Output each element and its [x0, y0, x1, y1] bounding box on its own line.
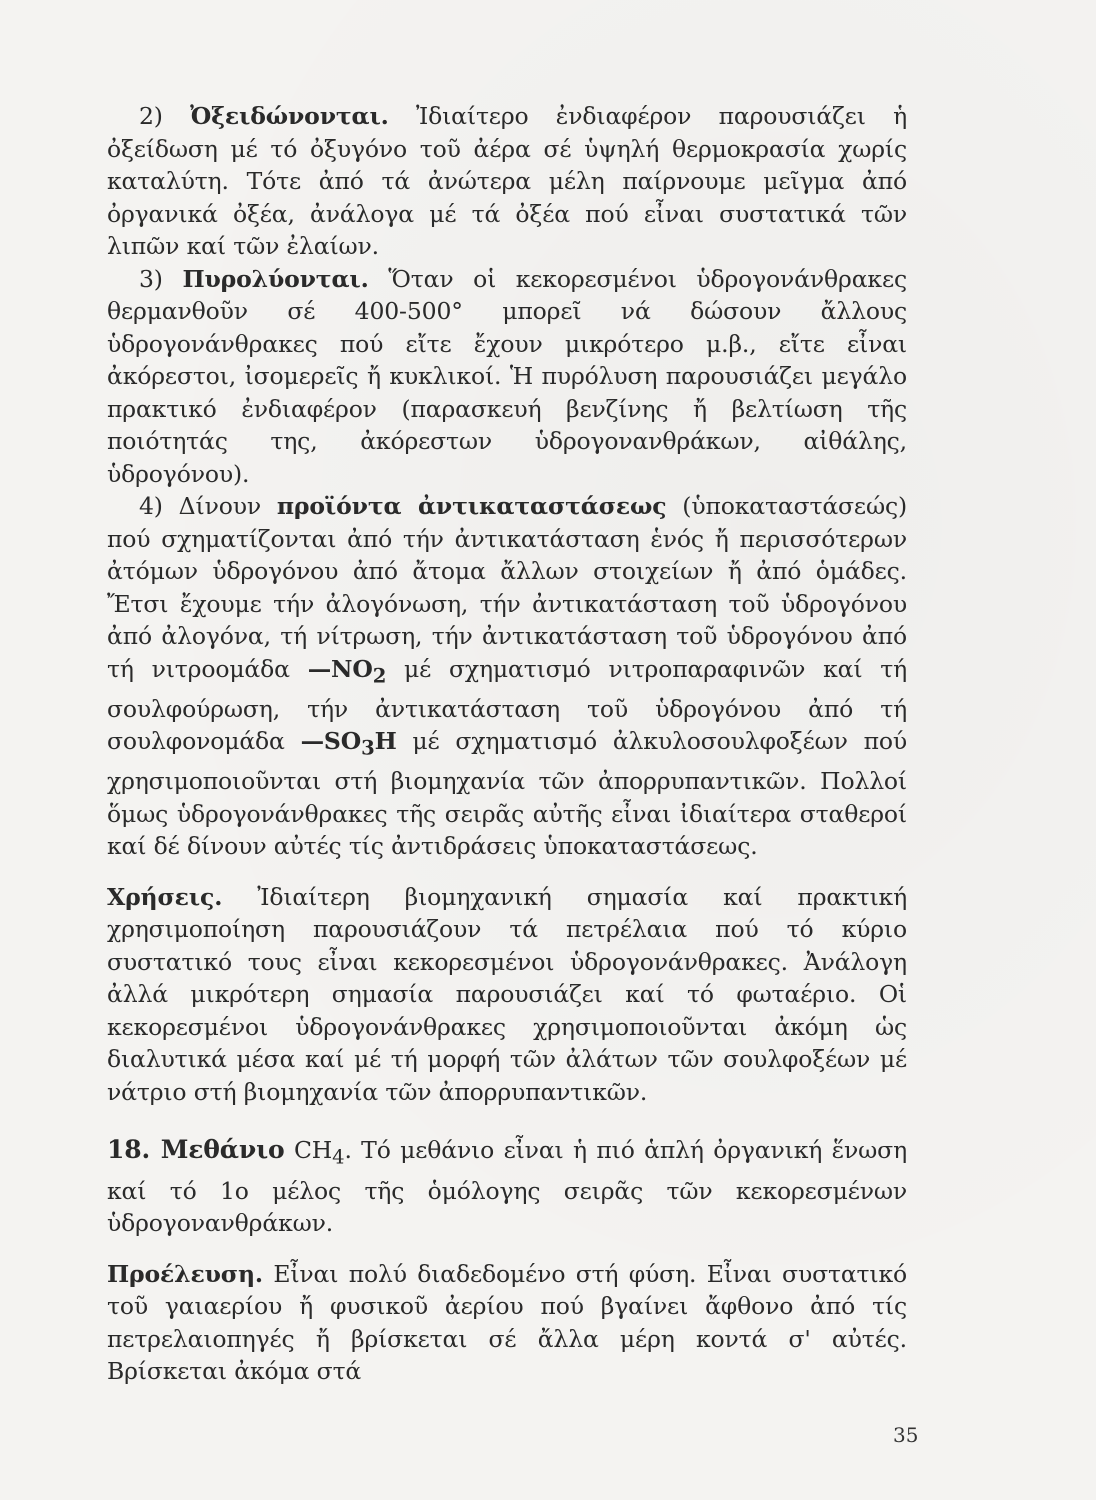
body-text: Ὅταν οἱ κεκορεσμένοι ὑδρογονάνθρακες θερμανθοῦν σέ 400-500° μπορεῖ νά δώσουν ἄλλους ὑδρογονάνθρακες πού εἴτε ἔχουν μικρότερο μ.β., εἴτε εἶναι ἀκόρεστοι, ἰσομερεῖς ἤ κυκλικοί. Ἡ πυρόλυση παρουσιάζει μεγάλο πρακτικό ἐνδιαφέρον (παρασκευή βενζίνης ἤ βελτίωση τῆς ποιότητάς της, ἀκόρεστων ὑδρογονανθράκων, αἰθάλης, ὑδρογόνου). [107, 264, 908, 488]
body-text: μέ σχηματισμό ἀλκυλοσουλφοξέων πού χρησιμοποιοῦνται στή βιομηχανία τῶν ἀπορρυπαντικῶν. Πολλοί ὅμως ὑδρογονάνθρακες τῆς σειρᾶς αὐτῆς εἶναι ἰδιαίτερα σταθεροί καί δέ δίνουν αὐτές τίς ἀντιδράσεις ὑποκαταστάσεως. [107, 727, 907, 861]
paragraph-substitution [107, 490, 907, 863]
term-origin: Προέλευση. [107, 1259, 263, 1288]
spacer [107, 863, 907, 881]
text-column [107, 100, 907, 1388]
item-number: 2) [139, 102, 191, 130]
body-text: . Τό μεθάνιο εἶναι ἡ πιό ἁπλή ὀργανική ἕνωση καί τό 1ο μέλος τῆς ὁμόλογης σειρᾶς τῶν κεκορεσμένων ὑδρογονανθράκων. [107, 1136, 908, 1238]
term-uses: Χρήσεις. [107, 882, 223, 911]
paragraph-oxidation [107, 100, 907, 263]
item-number: 3) [139, 264, 183, 293]
body-text: (ὑποκαταστάσεώς) πού σχηματίζονται ἀπό τήν ἀντικατάσταση ἑνός ἤ περισσότερων ἀτόμων ὑδρογόνου ἀπό ἄτομα ἄλλων στοιχείων ἤ ἀπό ὁμάδες. Ἔτσι ἔχουμε τήν ἀλογόνωση, τήν ἀντικατάσταση τοῦ ὑδρογόνου ἀπό ἀλογόνα, τή νίτρωση, τήν ἀντικατάσταση τοῦ ὑδρογόνου ἀπό τή νιτροομάδα [107, 492, 907, 683]
formula-ch4: $CH_4$ [284, 1136, 345, 1170]
section-methane [107, 1134, 907, 1239]
term-substitution: προϊόντα ἀντικαταστάσεως [276, 492, 667, 520]
body-text: Ἰδιαίτερο ἐνδιαφέρον παρουσιάζει ἡ ὀξείδωση μέ τό ὀξυγόνο τοῦ ἀέρα σέ ὑψηλή θερμοκρασία χωρίς καταλύτη. Τότε ἀπό τά ἀνώτερα μέλη παίρνουμε μεῖγμα ἀπό ὀργανικά ὀξέα, ἀνάλογα μέ τά ὀξέα πού εἶναι συστατικά τῶν λιπῶν καί τῶν ἐλαίων. [107, 102, 907, 260]
paragraph-uses [107, 881, 907, 1109]
formula-so3h: $—SO_3H$ [300, 727, 397, 760]
term-pyrolysis: Πυρολύονται. [182, 264, 369, 293]
page-number: 35 [893, 1423, 919, 1447]
term-oxidation: Ὀξειδώνονται. [190, 102, 389, 130]
paragraph-pyrolysis [107, 263, 907, 491]
body-text: Εἶναι πολύ διαδεδομένο στή φύση. Εἶναι συστατικό τοῦ γαιαερίου ἤ φυσικοῦ ἀερίου πού βγαίνει ἄφθονο ἀπό τίς πετρελαιοπηγές ἤ βρίσκεται σέ ἄλλα μέρη κοντά σ' αὐτές. Βρίσκεται ἀκόμα στά [107, 1259, 907, 1386]
body-text: μέ σχηματισμό νιτροπαραφινῶν καί τή σουλφούρωση, τήν ἀντικατάσταση τοῦ ὑδρογόνου ἀπό τή σουλφονομάδα [107, 654, 907, 756]
section-heading: 18. Μεθάνιο [107, 1135, 285, 1165]
formula-no2: $—NO_2$ [307, 654, 387, 688]
spacer [107, 1240, 907, 1258]
body-text: Ἰδιαίτερη βιομηχανική σημασία καί πρακτική χρησιμοποίηση παρουσιάζουν τά πετρέλαια πού τό κύριο συστατικό τους εἶναι κεκορεσμένοι ὑδρογονάνθρακες. Ἀνάλογη ἀλλά μικρότερη σημασία παρουσιάζει καί τό φωταέριο. Οἱ κεκορεσμένοι ὑδρογονάνθρακες χρησιμοποιοῦνται ἀκόμη ὡς διαλυτικά μέσα καί μέ τή μορφή τῶν ἀλάτων τῶν σουλφοξέων μέ νάτριο στή βιομηχανία τῶν ἀπορρυπαντικῶν. [107, 882, 907, 1106]
spacer [107, 1108, 907, 1134]
item-number: 4) Δίνουν [139, 492, 277, 520]
paragraph-origin [107, 1258, 907, 1388]
